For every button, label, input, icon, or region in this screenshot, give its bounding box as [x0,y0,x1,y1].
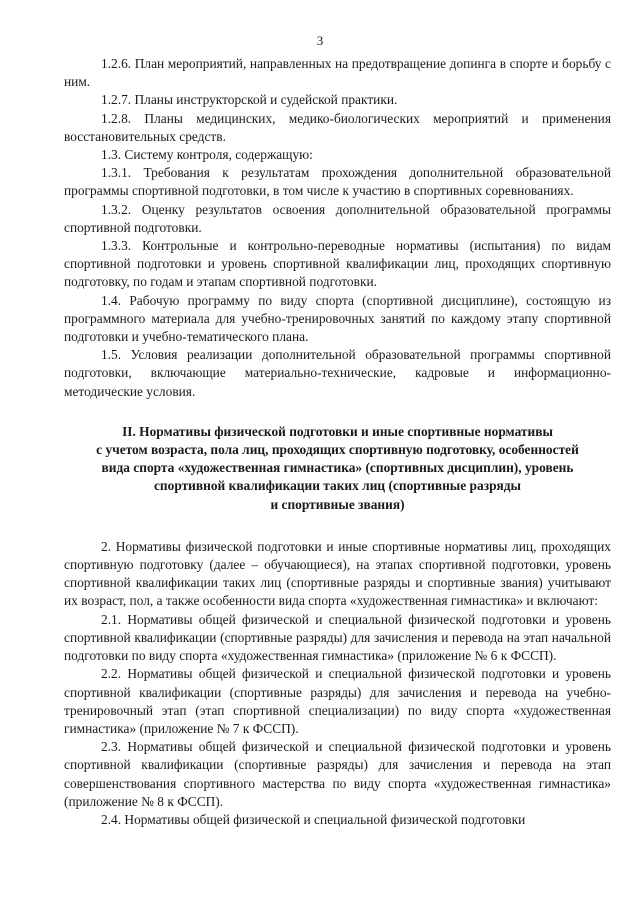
paragraph-2-2: 2.2. Нормативы общей физической и специальной физической подготовки и уровень спортивной квалификации (спортивные разряды) для зачисления и перевода на учебно-тренировочный этап (этап спортивной специализации) по виду спорта «художественная гимнастика» (приложение № 7 к ФССП). [64,666,611,736]
document-body [64,55,611,829]
paragraph-1-2-8: 1.2.8. Планы медицинских, медико-биологических мероприятий и применения восстановительных средств. [64,110,611,144]
section-2-list [64,538,611,829]
paragraph-1-3-1: 1.3.1. Требования к результатам прохождения дополнительной образовательной программы спортивной подготовки, в том числе к участию в спортивных соревнованиях. [64,165,611,199]
paragraph-1-3-2: 1.3.2. Оценку результатов освоения дополнительной образовательной программы спортивной подготовки. [64,201,611,235]
paragraph-2: 2. Нормативы физической подготовки и иные спортивные нормативы лиц, проходящих спортивную подготовку (далее – обучающиеся), на этапах спортивной подготовки, уровень спортивной квалификации таких лиц (спортивные разряды и спортивные звания) учитывают их возраст, пол, а также особенности вида спорта «художественная гимнастика» и включают: [64,538,611,609]
heading-line: с учетом возраста, пола лиц, проходящих спортивную подготовку, особенностей [96,442,579,458]
paragraph-2-3: 2.3. Нормативы общей физической и специальной физической подготовки и уровень спортивной квалификации (спортивные разряды) для зачисления и перевода на этап совершенствования спортивного мастерства по виду спорта «художественная гимнастика» (приложение № 8 к ФССП). [64,739,611,809]
paragraph-1-2-7: 1.2.7. Планы инструкторской и судейской практики. [101,92,398,108]
paragraph-1-3-3: 1.3.3. Контрольные и контрольно-переводные нормативы (испытания) по видам спортивной подготовки и уровень спортивной квалификации лиц, проходящих спортивную подготовку, по годам и этапам спортивной подготовки. [64,238,611,290]
paragraph-1-4: 1.4. Рабочую программу по виду спорта (спортивной дисциплине), состоящую из программного материала для учебно-тренировочных занятий по каждому этапу спортивной подготовки и учебно-тематического плана. [64,292,611,345]
paragraph-1-3: 1.3. Систему контроля, содержащую: [101,147,313,163]
heading-line: спортивной квалификации таких лиц (спортивные разряды [153,478,521,494]
paragraph-1-5: 1.5. Условия реализации дополнительной образовательной программы спортивной подготовки, включающие материально-технические, кадровые и информационно-методические условия. [64,347,611,399]
heading-line: II. Нормативы физической подготовки и иные спортивные нормативы [122,423,553,439]
heading-line: и спортивные звания) [270,496,405,512]
section-2-heading [64,423,611,514]
paragraph-2-4: 2.4. Нормативы общей физической и специальной физической подготовки [101,811,526,827]
paragraph-2-1: 2.1. Нормативы общей физической и специальной физической подготовки и уровень спортивной квалификации (спортивные разряды) для зачисления и перевода на этап начальной подготовки по виду спорта «художественная гимнастика» (приложение № 6 к ФССП). [64,611,611,664]
page-number: 3 [316,33,324,48]
paragraph-1-2-6: 1.2.6. План мероприятий, направленных на предотвращение допинга в спорте и борьбу с ним. [64,56,611,90]
section-1-list [64,55,611,401]
heading-line: вида спорта «художественная гимнастика» (спортивных дисциплин), уровень [101,460,574,476]
